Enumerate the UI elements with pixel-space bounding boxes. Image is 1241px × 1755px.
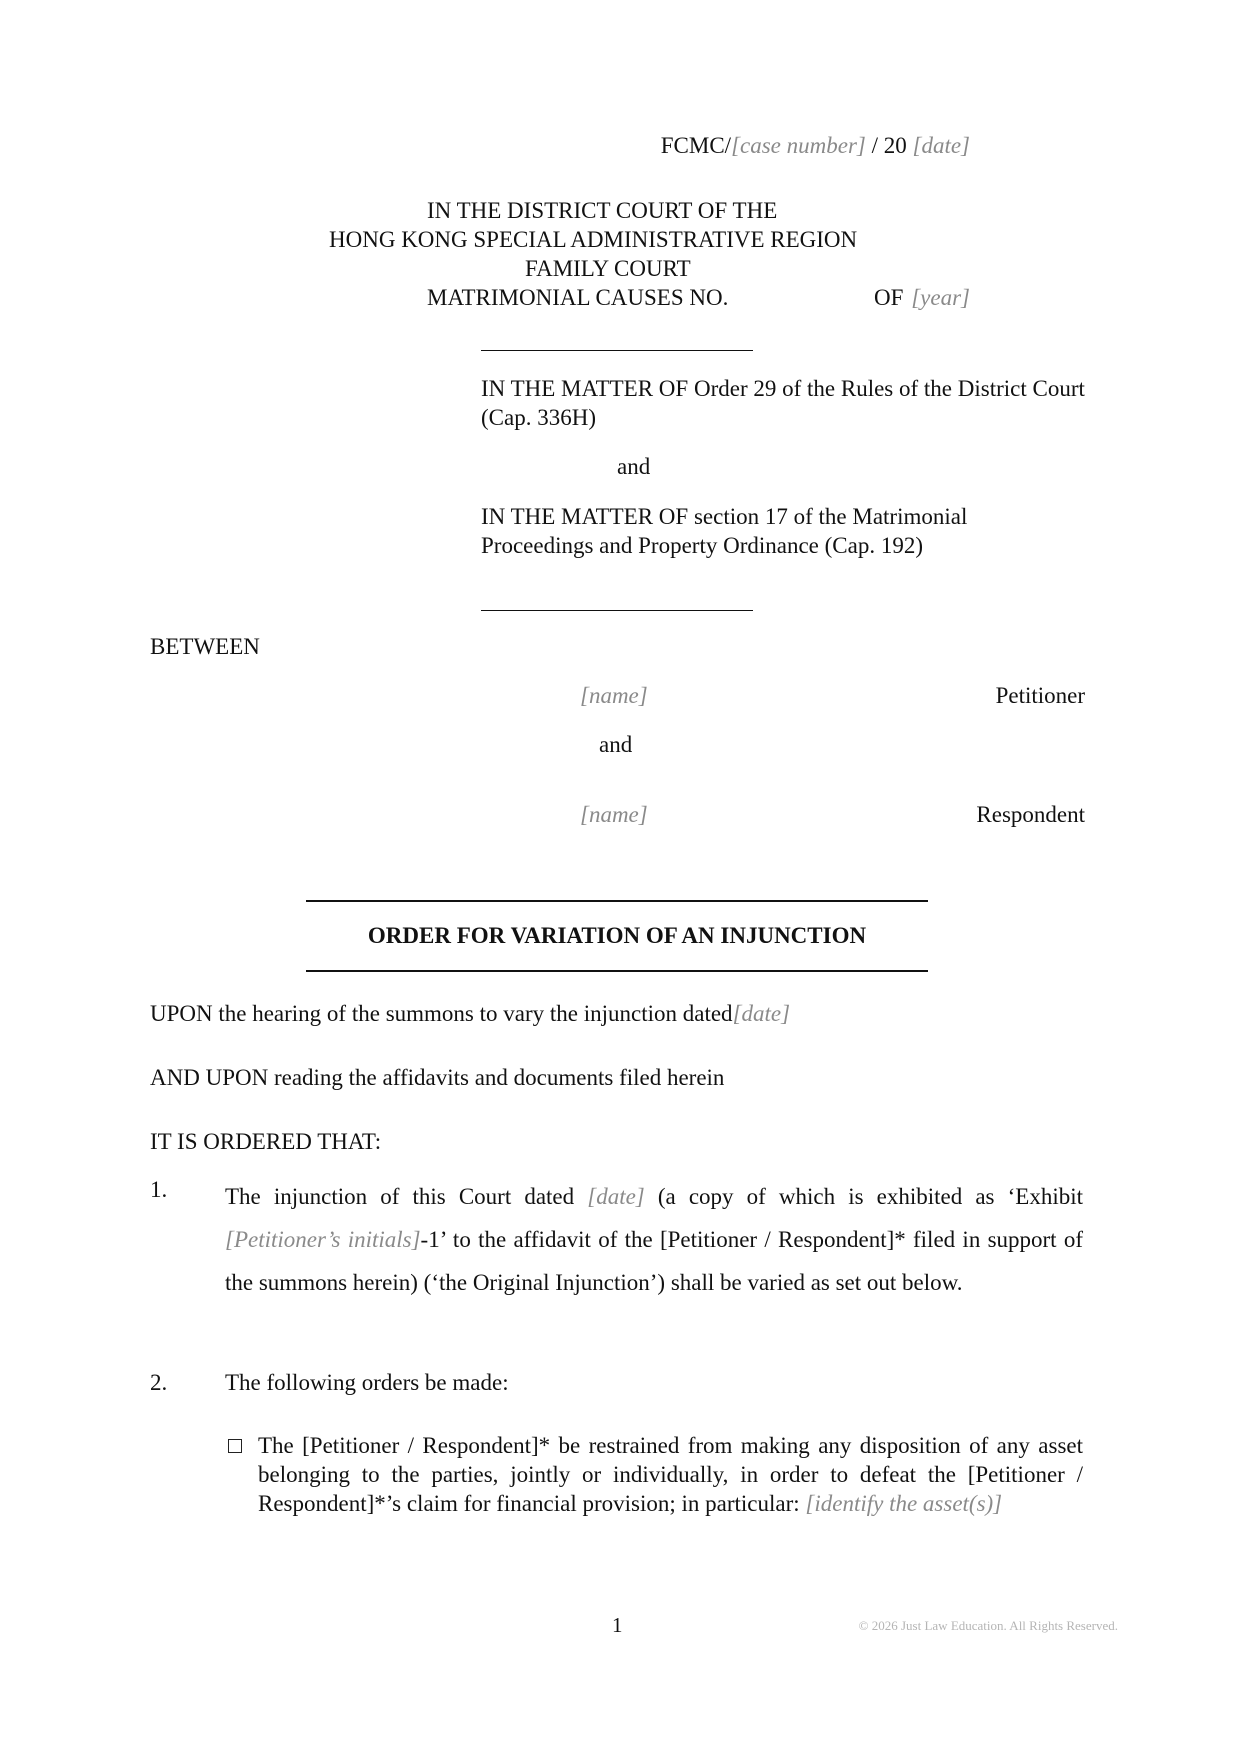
respondent-name-placeholder: [name] xyxy=(580,802,648,827)
recital-upon-hearing xyxy=(150,999,790,1028)
matter-divider-top xyxy=(481,350,753,351)
matters-and: and xyxy=(617,454,651,479)
causes-year-placeholder: [year] xyxy=(911,285,970,310)
checkbox-icon xyxy=(228,1439,242,1453)
petitioner-name-placeholder: [name] xyxy=(580,683,648,708)
matter-order-29: IN THE MATTER OF Order 29 of the Rules of the District Court (Cap. 336H) xyxy=(481,376,1085,430)
order-item-1-text-a: The injunction of this Court dated xyxy=(225,1184,588,1209)
court-line-2: HONG KONG SPECIAL ADMINISTRATIVE REGION xyxy=(329,227,858,252)
court-line-1: IN THE DISTRICT COURT OF THE xyxy=(427,198,778,223)
order-item-1-text-c: -1’ to the affidavit of the [Petitioner / Respondent]* filed in support of the summons herein) (‘the Original Injunction’) shall be varied as set out below. xyxy=(225,1227,1084,1295)
order-item-1-date-placeholder: [date] xyxy=(587,1184,645,1209)
case-number-placeholder: [case number] xyxy=(731,133,866,158)
title-rule-top xyxy=(306,900,928,902)
option-1-body: The [Petitioner / Respondent]* be restrained from making any disposition of any asset belonging to the parties, jointly or individually, in order to defeat the [Petitioner / Respondent]*’s claim for financial provision; in particular: xyxy=(258,1433,1083,1516)
upon-hearing-date-placeholder: [date] xyxy=(732,1001,791,1026)
parties-and: and xyxy=(599,732,633,757)
respondent-role: Respondent xyxy=(976,802,1085,827)
court-line-3: FAMILY COURT xyxy=(525,256,691,281)
matter-section-17: IN THE MATTER OF section 17 of the Matrimonial Proceedings and Property Ordinance (Cap. 192) xyxy=(481,504,968,558)
order-title: ORDER FOR VARIATION OF AN INJUNCTION xyxy=(367,923,867,948)
petitioner-role: Petitioner xyxy=(995,683,1085,708)
case-separator: / 20 xyxy=(865,133,913,158)
case-prefix: FCMC/ xyxy=(660,133,732,158)
matter-divider-bottom xyxy=(481,610,753,611)
recital-and-upon: AND UPON reading the affidavits and documents filed herein xyxy=(150,1065,725,1090)
recital-it-is-ordered: IT IS ORDERED THAT: xyxy=(150,1129,382,1154)
causes-of-label: OF xyxy=(874,285,904,310)
causes-label: MATRIMONIAL CAUSES NO. xyxy=(427,285,729,310)
option-1-text xyxy=(258,1431,1083,1518)
page-number: 1 xyxy=(612,1613,623,1637)
upon-hearing-text: UPON the hearing of the summons to vary the injunction dated xyxy=(150,1001,733,1026)
order-item-1-text-b: (a copy of which is exhibited as ‘Exhibit xyxy=(644,1184,1089,1209)
order-item-1-text xyxy=(225,1175,1089,1304)
order-item-1-initials-placeholder: [Petitioner’s initials] xyxy=(225,1227,421,1252)
option-1-checkbox[interactable] xyxy=(228,1432,242,1461)
case-date-placeholder: [date] xyxy=(912,133,970,158)
between-label: BETWEEN xyxy=(150,634,260,659)
title-rule-bottom xyxy=(306,970,928,972)
order-item-2-text: The following orders be made: xyxy=(225,1370,509,1395)
copyright-notice: © 2026 Just Law Education. All Rights Reserved. xyxy=(858,1618,1118,1633)
order-item-2-number: 2. xyxy=(150,1370,168,1395)
case-number-line xyxy=(661,131,970,160)
order-item-1-number: 1. xyxy=(150,1177,168,1202)
option-1-asset-placeholder: [identify the asset(s)] xyxy=(805,1491,1003,1516)
